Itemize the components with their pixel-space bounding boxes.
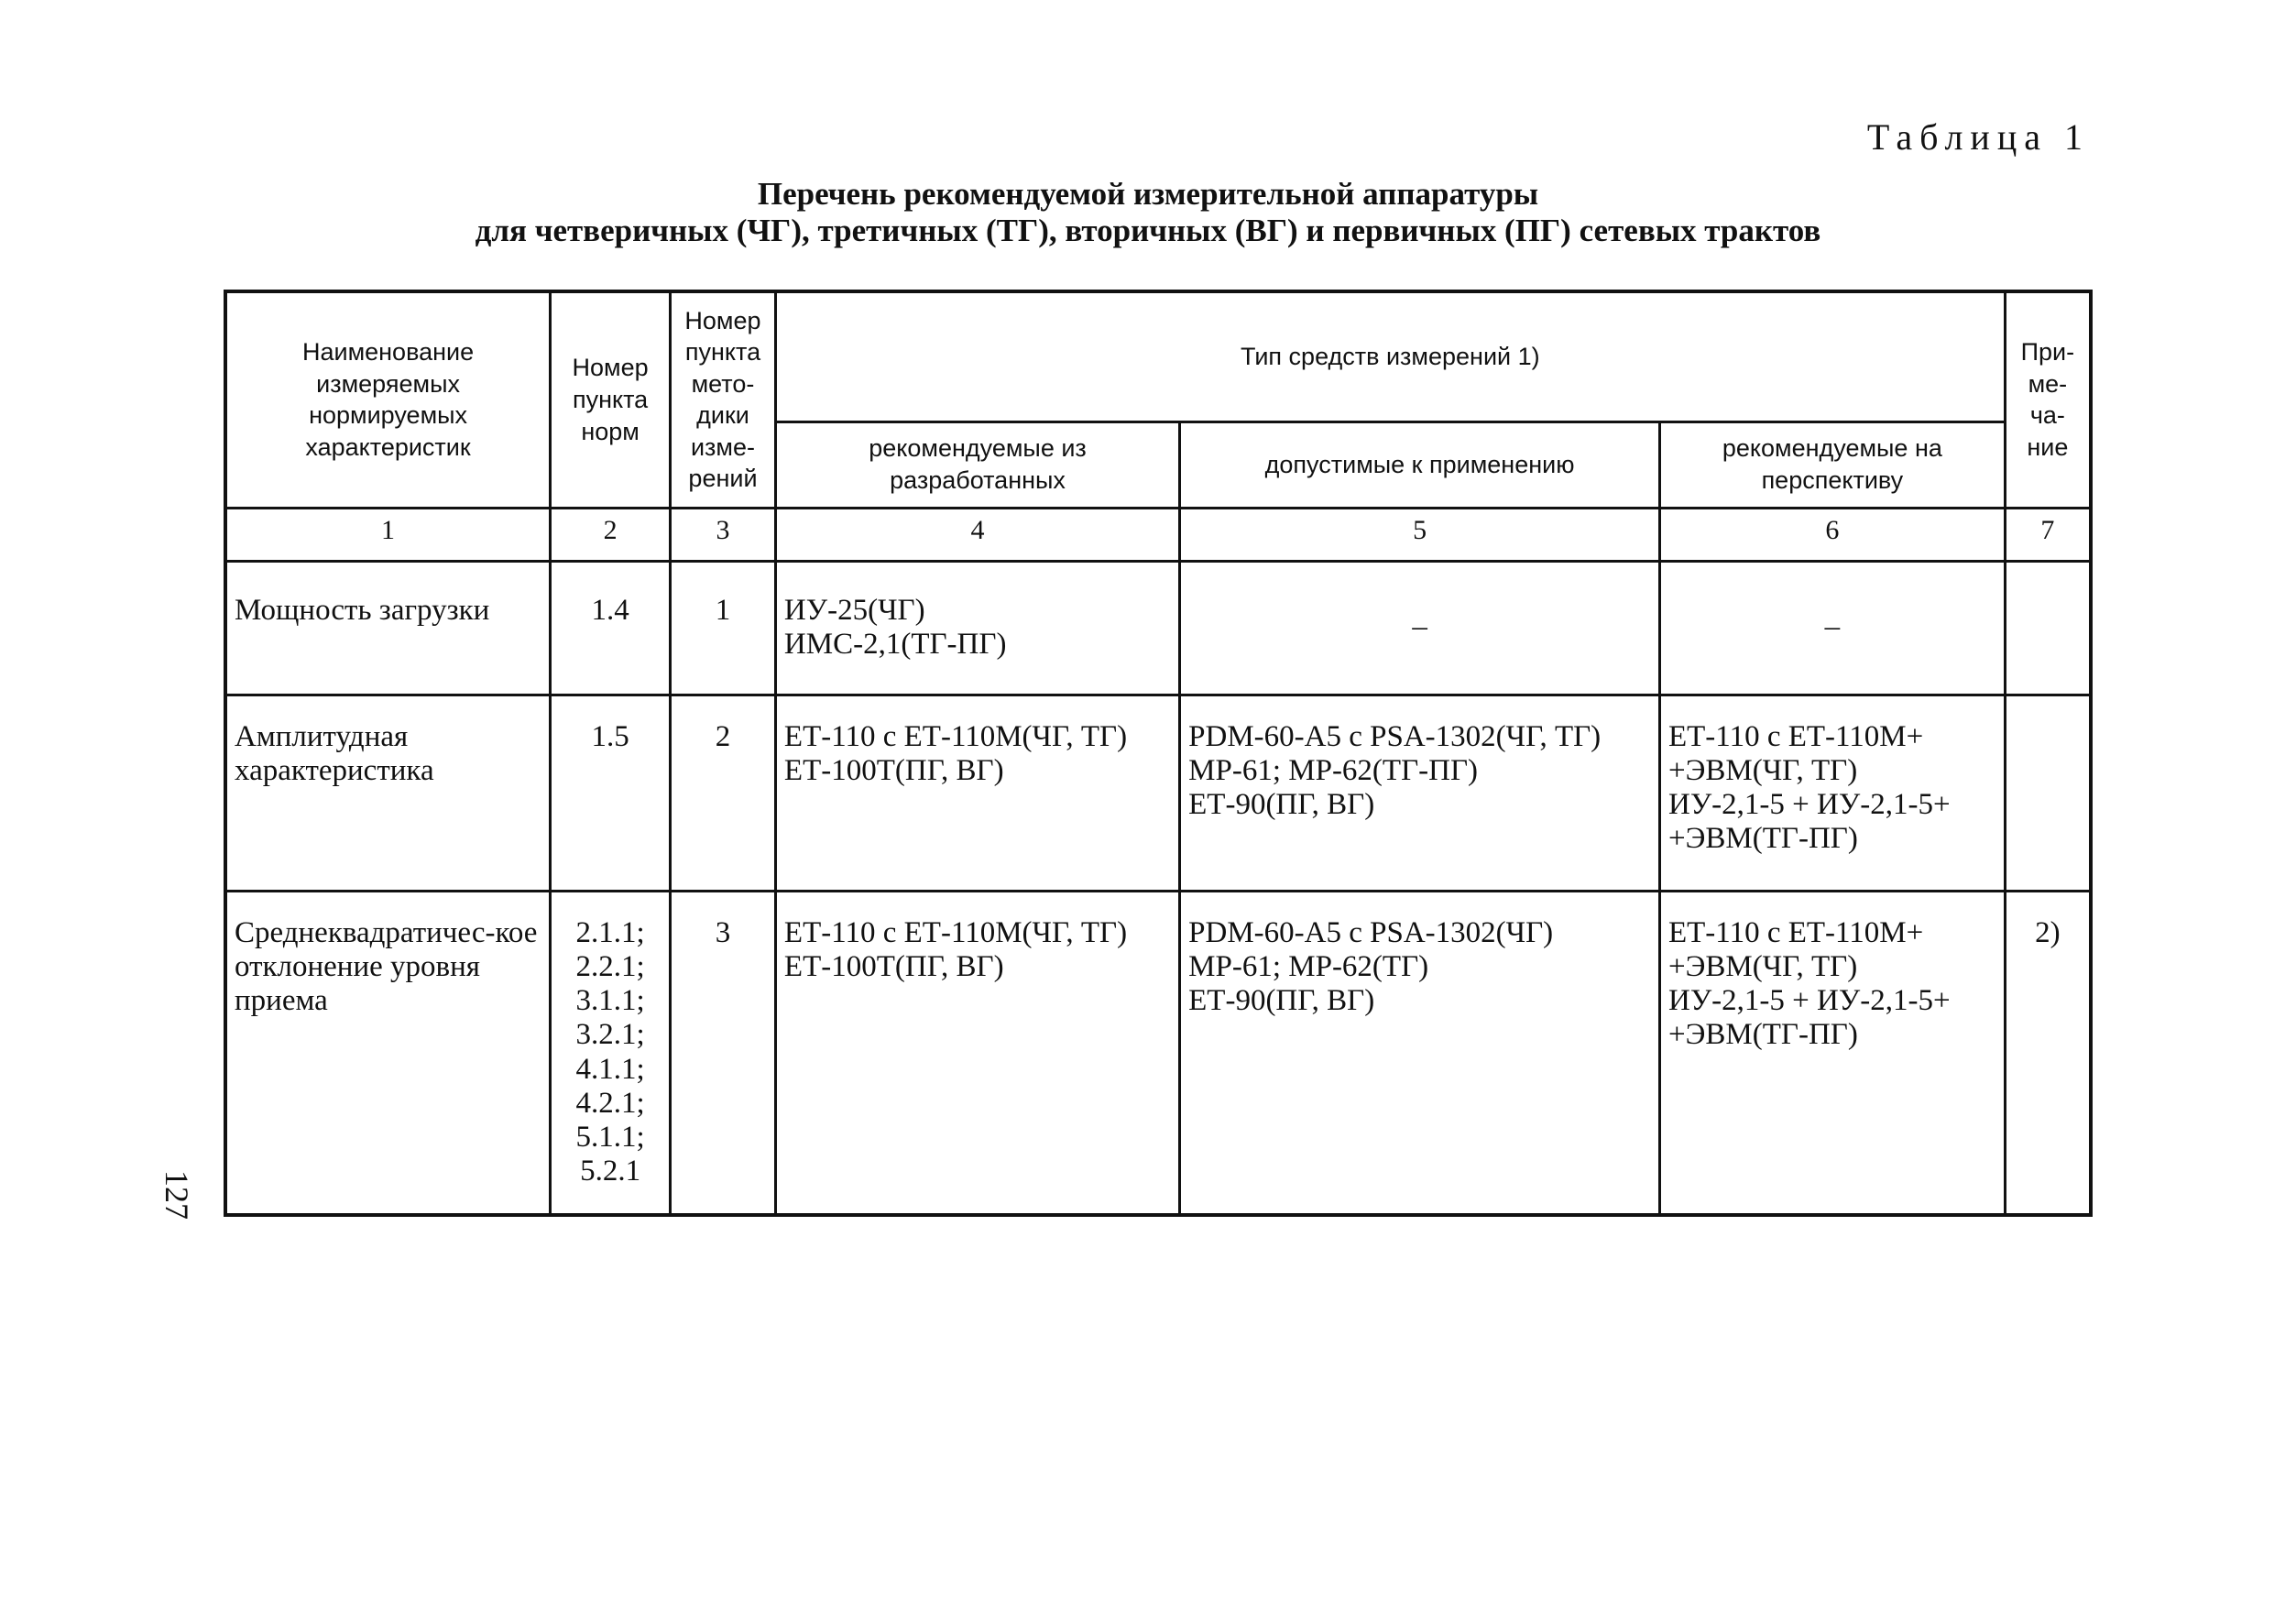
column-number: 5 xyxy=(1180,508,1660,561)
instrument-line: ЕТ-90(ПГ, ВГ) xyxy=(1188,788,1375,822)
instrument-line: ИУ-25(ЧГ) xyxy=(783,593,925,627)
header-recommended-developed: рекомендуемые из разработанных xyxy=(775,421,1179,508)
instrument-line: ЕТ-110 с ЕТ-110М+ xyxy=(1667,719,1924,753)
allowed xyxy=(1180,891,1660,1215)
norm-item: 5.2.1 xyxy=(580,1155,641,1188)
page-number: 127 xyxy=(159,1170,195,1220)
header-perspective: рекомендуемые на перспективу xyxy=(1659,421,2005,508)
header-instrument-type: Тип средств измерений 1) xyxy=(775,291,2005,421)
column-number: 4 xyxy=(775,508,1179,561)
table-row xyxy=(225,695,2091,891)
instrument-line: +ЭВМ(ТГ-ПГ) xyxy=(1667,1018,1858,1052)
norm-item: 4.2.1; xyxy=(575,1086,645,1120)
norm-items xyxy=(551,891,671,1215)
instrument-line: ИУ-2,1-5 + ИУ-2,1-5+ xyxy=(1667,788,1951,822)
characteristic-name: Мощность загрузки xyxy=(225,561,551,695)
equipment-table xyxy=(224,290,2093,1217)
norm-item: 5.1.1; xyxy=(575,1121,645,1155)
method-item: 2 xyxy=(671,695,776,891)
table-label: Таблица 1 xyxy=(1866,116,2090,158)
instrument-line: ИМС-2,1(ТГ-ПГ) xyxy=(783,627,1007,661)
title-line-2: для четверичных (ЧГ), третичных (ТГ), вторичных (ВГ) и первичных (ПГ) сетевых трактов xyxy=(475,213,1821,249)
table-title xyxy=(0,176,2296,250)
norm-items xyxy=(551,695,671,891)
norm-item: 2.2.1; xyxy=(575,949,645,983)
column-number: 3 xyxy=(671,508,776,561)
header-norm-item: Номер пункта норм xyxy=(551,291,671,508)
instrument-line: МР-61; МР-62(ТГ-ПГ) xyxy=(1188,753,1479,787)
instrument-line: ЕТ-90(ПГ, ВГ) xyxy=(1188,984,1375,1018)
recommended-developed xyxy=(775,891,1179,1215)
column-number-row xyxy=(225,508,2091,561)
perspective xyxy=(1659,891,2005,1215)
column-number: 2 xyxy=(551,508,671,561)
allowed xyxy=(1180,695,1660,891)
perspective xyxy=(1659,695,2005,891)
header-note: При-ме-ча-ние xyxy=(2005,291,2091,508)
note xyxy=(2005,561,2091,695)
table-row xyxy=(225,891,2091,1215)
norm-item: 2.1.1; xyxy=(575,915,645,949)
header-row-top xyxy=(225,291,2091,421)
instrument-line: ИУ-2,1-5 + ИУ-2,1-5+ xyxy=(1667,984,1951,1018)
instrument-line: PDM-60-A5 с PSA-1302(ЧГ) xyxy=(1188,915,1554,949)
norm-item: 3.2.1; xyxy=(575,1018,645,1052)
perspective: – xyxy=(1659,561,2005,695)
norm-item: 1.4 xyxy=(591,593,629,627)
note: 2) xyxy=(2005,891,2091,1215)
instrument-line: ЕТ-110 с ЕТ-110М+ xyxy=(1667,915,1924,949)
norm-item: 1.5 xyxy=(591,719,629,753)
table-row xyxy=(225,561,2091,695)
column-number: 6 xyxy=(1659,508,2005,561)
note xyxy=(2005,695,2091,891)
instrument-line: +ЭВМ(ЧГ, ТГ) xyxy=(1667,753,1858,787)
header-allowed: допустимые к применению xyxy=(1180,421,1660,508)
allowed: – xyxy=(1180,561,1660,695)
column-number: 1 xyxy=(225,508,551,561)
instrument-line: МР-61; МР-62(ТГ) xyxy=(1188,949,1429,983)
recommended-developed xyxy=(775,561,1179,695)
norm-item: 4.1.1; xyxy=(575,1052,645,1086)
recommended-developed xyxy=(775,695,1179,891)
method-item: 1 xyxy=(671,561,776,695)
method-item: 3 xyxy=(671,891,776,1215)
characteristic-name: Среднеквадратичес-кое отклонение уровня приема xyxy=(225,891,551,1215)
header-characteristic-name: Наименование измеряемых нормируемых характеристик xyxy=(225,291,551,508)
instrument-line: PDM-60-A5 с PSA-1302(ЧГ, ТГ) xyxy=(1188,719,1602,753)
column-number: 7 xyxy=(2005,508,2091,561)
instrument-line: +ЭВМ(ЧГ, ТГ) xyxy=(1667,949,1858,983)
header-method-item: Номер пункта мето-дики изме-рений xyxy=(671,291,776,508)
instrument-line: +ЭВМ(ТГ-ПГ) xyxy=(1667,822,1858,856)
instrument-line: ЕТ-110 с ЕТ-110М(ЧГ, ТГ) xyxy=(783,719,1128,753)
instrument-line: ЕТ-110 с ЕТ-110М(ЧГ, ТГ) xyxy=(783,915,1128,949)
characteristic-name: Амплитудная характеристика xyxy=(225,695,551,891)
instrument-line: ЕТ-100Т(ПГ, ВГ) xyxy=(783,753,1004,787)
title-line-1: Перечень рекомендуемой измерительной аппаратуры xyxy=(757,176,1539,212)
norm-items xyxy=(551,561,671,695)
instrument-line: ЕТ-100Т(ПГ, ВГ) xyxy=(783,949,1004,983)
norm-item: 3.1.1; xyxy=(575,984,645,1018)
